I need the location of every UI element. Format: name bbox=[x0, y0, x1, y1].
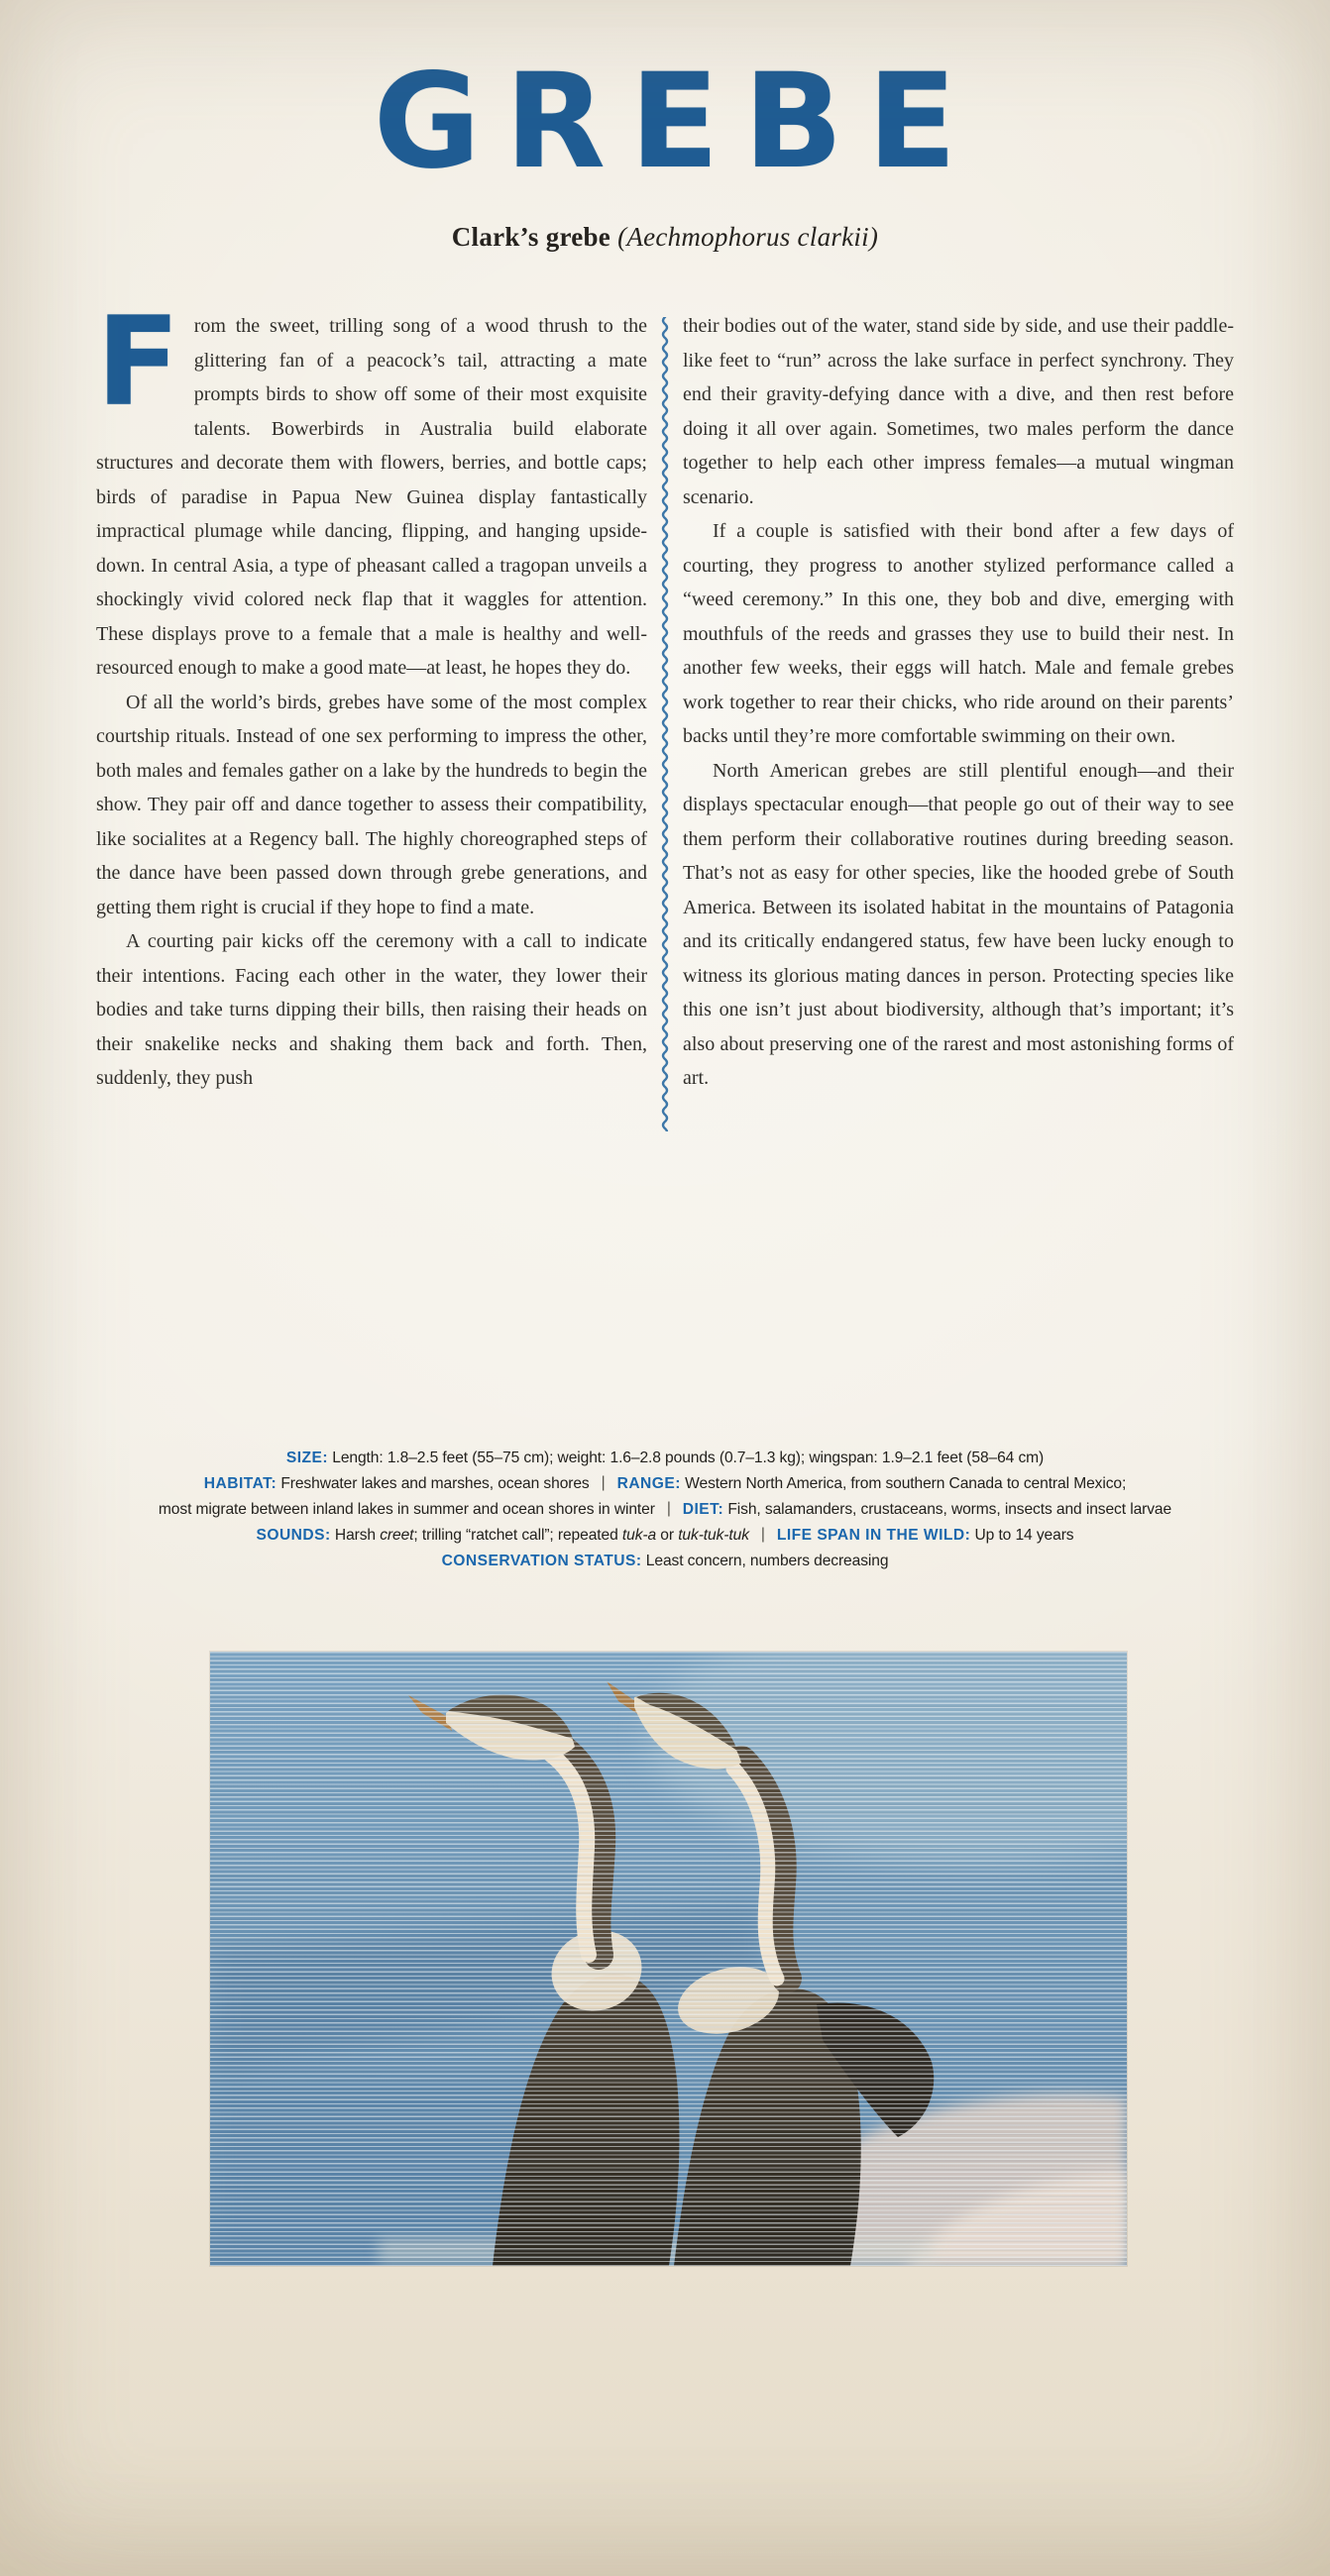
facts-line bbox=[69, 1549, 1261, 1574]
facts-label: RANGE: bbox=[616, 1475, 681, 1492]
paragraph: Of all the world’s birds, grebes have some of the most complex courtship rituals. Instead of one sex performing to impress the other, both males and females gather on a lake by the hundreds to begin the show. They pair off and dance together to assess their compatibility, like socialites at a Regency ball. The highly choreographed steps of the dance have been passed down through grebe generations, and getting them right is crucial if they hope to find a mate. bbox=[96, 691, 647, 918]
paragraph: A courting pair kicks off the ceremony with a call to indicate their intentions. Facing each other in the water, they lower their bodies and take turns dipping their bills, then raising their heads on their snakelike necks and shaking them back and forth. Then, suddenly, they push bbox=[96, 930, 647, 1089]
facts-label: CONSERVATION STATUS: bbox=[441, 1553, 642, 1569]
facts-text: most migrate between inland lakes in summer and ocean shores in winter bbox=[158, 1501, 655, 1518]
paragraph bbox=[96, 291, 647, 686]
facts-text: tuk-a bbox=[621, 1527, 657, 1544]
facts-text: Least concern, numbers decreasing bbox=[641, 1553, 889, 1569]
page-title: GREBE bbox=[373, 46, 981, 198]
facts-label: SOUNDS: bbox=[256, 1527, 331, 1544]
facts-text: creet bbox=[380, 1527, 414, 1544]
facts-label: HABITAT: bbox=[203, 1475, 277, 1492]
facts-text: Freshwater lakes and marshes, ocean shores bbox=[277, 1475, 590, 1492]
paragraph: If a couple is satisfied with their bond after a few days of courting, they progress to another stylized performance called a “weed ceremony.” In this one, they bob and dive, emerging with mouthfuls of the reeds and grasses they use to build their nest. In another few weeks, their eggs will hatch. Male and female grebes work together to rear their chicks, who ride around on their parents’ backs until they’re more comfortable swimming on their own. bbox=[683, 520, 1234, 747]
column-divider-path bbox=[663, 317, 667, 1131]
right-column bbox=[683, 309, 1234, 1131]
facts-text: Fish, salamanders, crustaceans, worms, insects and insect larvae bbox=[723, 1501, 1172, 1518]
facts-separator: | bbox=[760, 1526, 765, 1543]
grebe-photo bbox=[210, 1652, 1127, 2266]
facts-line bbox=[69, 1471, 1261, 1497]
facts-text: tuk-tuk-tuk bbox=[678, 1527, 749, 1544]
squiggle-divider-icon bbox=[658, 317, 672, 1131]
facts-label: SIZE: bbox=[285, 1449, 329, 1466]
column-divider bbox=[647, 309, 683, 1131]
facts-text: Harsh bbox=[330, 1527, 381, 1544]
facts-separator: | bbox=[666, 1500, 671, 1517]
facts-label: DIET: bbox=[682, 1501, 724, 1518]
facts-text: Up to 14 years bbox=[970, 1527, 1074, 1544]
facts-text: Western North America, from southern Canada to central Mexico; bbox=[680, 1475, 1127, 1492]
facts-line bbox=[69, 1497, 1261, 1523]
facts-text: ; trilling “ratchet call”; repeated bbox=[413, 1527, 622, 1544]
article-body bbox=[96, 291, 1234, 1131]
facts-separator: | bbox=[601, 1474, 606, 1491]
species-latin-name: (Aechmophorus clarkii) bbox=[617, 222, 879, 252]
facts-line bbox=[69, 1523, 1261, 1549]
grebe-photo-illustration bbox=[210, 1652, 1127, 2266]
left-column bbox=[96, 291, 647, 1131]
paragraph: their bodies out of the water, stand side by side, and use their paddle-like feet to “run” across the lake surface in perfect synchrony. They end their gravity-defying dance with a dive, and then rest before doing it all over again. Sometimes, two males perform the dance together to help each other impress females—a mutual wingman scenario. bbox=[683, 315, 1234, 508]
facts-label: LIFE SPAN IN THE WILD: bbox=[776, 1527, 971, 1544]
species-common-name: Clark’s grebe bbox=[451, 222, 611, 252]
paragraph-text: rom the sweet, trilling song of a wood thrush to the glittering fan of a peacock’s tail, attracting a mate prompts birds to show off some of their most exquisite talents. Bowerbirds in Australia build elaborate structures and decorate them with flowers, berries, and bottle caps; birds of paradise in Papua New Guinea display fantastically impractical plumage while dancing, flipping, and hanging upside-down. In central Asia, a type of pheasant called a tragopan unveils a shockingly vivid colored neck flap that it waggles for attention. These displays prove to a female that a male is healthy and well-resourced enough to make a good mate—at least, he hopes they do. bbox=[96, 315, 647, 679]
paragraph: North American grebes are still plentiful enough—and their displays spectacular enough—that people go out of their way to see them perform their collaborative routines during breeding season. That’s not as easy for other species, like the hooded grebe of South America. Between its isolated habitat in the mountains of Patagonia and its critically endangered status, few have been lucky enough to witness its glorious mating dances in person. Protecting species like this one isn’t just about biodiversity, although that’s important; it’s also about preserving one of the rarest and most astonishing forms of art. bbox=[683, 759, 1234, 1089]
facts-text: or bbox=[656, 1527, 679, 1544]
page-header bbox=[0, 46, 1330, 198]
drop-cap: F bbox=[96, 291, 180, 434]
facts-text: Length: 1.8–2.5 feet (55–75 cm); weight: 1.6–2.8 pounds (0.7–1.3 kg); wingspan: 1.9–2.1 feet (58–64 cm) bbox=[328, 1449, 1045, 1466]
species-subtitle bbox=[0, 222, 1330, 253]
facts-block bbox=[69, 1446, 1261, 1574]
facts-line bbox=[69, 1446, 1261, 1471]
